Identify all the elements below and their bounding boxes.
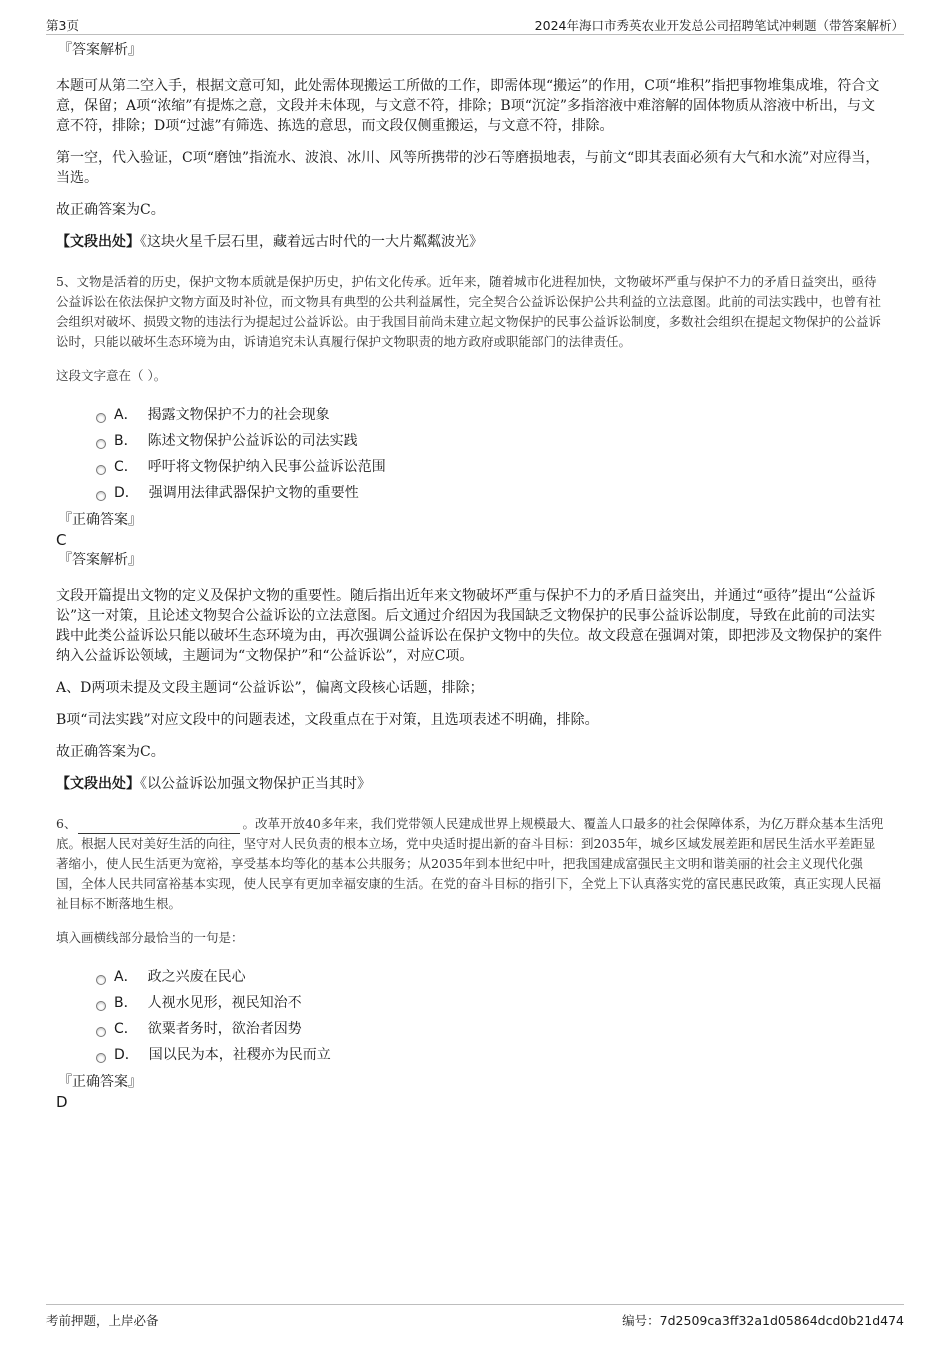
analysis-paragraph: 文段开篇提出文物的定义及保护文物的重要性。随后指出近年来文物破坏严重与保护不力的矛盾日益突出，并通过“亟待”提出“公益诉讼”这一对策，且论述文物契合公益诉讼的立法意图。后文通过介绍因为我国缺乏文物保护的民事公益诉讼制度，导致在此前的司法实践中此类公益诉讼只能以破坏生态环境为由，再次强调公益诉讼在保护文物中的失位。故文段意在强调对策，即把涉及文物保护的案件纳入公益诉讼领域，主题词为“文物保护”和“公益诉讼”，对应C项。 <box>56 588 882 664</box>
option-b[interactable]: B． 人视水见形，视民知治不 <box>96 990 886 1016</box>
radio-icon[interactable] <box>96 975 106 985</box>
page-footer <box>46 1304 904 1327</box>
analysis-paragraph: A、D两项未提及文段主题词“公益诉讼”，偏离文段核心话题，排除； <box>56 680 484 696</box>
fill-blank <box>78 819 240 834</box>
radio-icon[interactable] <box>96 491 106 501</box>
question-stem: 5、文物是活着的历史，保护文物本质就是保护历史，护佑文化传承。近年来，随着城市化进程加快，文物破坏严重与保护不力的矛盾日益突出，亟待公益诉讼在依法保护文物方面及时补位，而文物具有典型的公共利益属性，完全契合公益诉讼保护公共利益的立法意图。此前的司法实践中，也曾有社会组织对破坏、损毁文物的违法行为提起过公益诉讼。由于我国目前尚未建立起文物保护的民事公益诉讼制度，多数社会组织在提起文物保护的公益诉讼时，只能以破坏生态环境为由，诉请追究未认真履行保护文物职责的地方政府或职能部门的法律责任。 <box>56 274 882 349</box>
analysis-paragraph: B项“司法实践”对应文段中的问题表述，文段重点在于对策，且选项表述不明确，排除。 <box>56 712 599 728</box>
radio-icon[interactable] <box>96 439 106 449</box>
answer-options <box>56 964 886 1068</box>
option-a[interactable]: A． 政之兴废在民心 <box>96 964 886 990</box>
page-content <box>56 40 886 1112</box>
radio-icon[interactable] <box>96 1027 106 1037</box>
analysis-paragraph: 第一空，代入验证，C项“磨蚀”指流水、波浪、冰川、风等所携带的沙石等磨损地表，与前文“即其表面必须有大气和水流”对应得当，当选。 <box>56 150 880 186</box>
radio-icon[interactable] <box>96 1053 106 1063</box>
option-d[interactable]: D． 国以民为本，社稷亦为民而立 <box>96 1042 886 1068</box>
option-a[interactable]: A． 揭露文物保护不力的社会现象 <box>96 402 886 428</box>
source-label: 【文段出处】 <box>56 776 140 792</box>
source-label: 【文段出处】 <box>56 234 140 250</box>
document-code: 编号：7d2509ca3ff32a1d05864dcd0b21d474 <box>622 1313 904 1328</box>
analysis-conclusion: 故正确答案为C。 <box>56 202 165 218</box>
correct-answer-label: 『正确答案』 <box>58 512 142 528</box>
answer-options <box>56 402 886 506</box>
footer-slogan: 考前押题，上岸必备 <box>46 1313 159 1328</box>
question-prompt: 填入画横线部分最恰当的一句是： <box>56 930 244 945</box>
correct-answer: C <box>56 531 67 549</box>
option-b[interactable]: B． 陈述文物保护公益诉讼的司法实践 <box>96 428 886 454</box>
radio-icon[interactable] <box>96 465 106 475</box>
page-header <box>46 14 904 35</box>
radio-icon[interactable] <box>96 1001 106 1011</box>
question-number: 6、 <box>56 816 77 831</box>
option-c[interactable]: C． 呼吁将文物保护纳入民事公益诉讼范围 <box>96 454 886 480</box>
option-d[interactable]: D． 强调用法律武器保护文物的重要性 <box>96 480 886 506</box>
analysis-conclusion: 故正确答案为C。 <box>56 744 165 760</box>
option-c[interactable]: C． 欲粟者务时，欲治者因势 <box>96 1016 886 1042</box>
analysis-label: 『答案解析』 <box>58 42 142 58</box>
correct-answer-label: 『正确答案』 <box>58 1074 142 1090</box>
source-citation <box>56 774 886 794</box>
analysis-paragraph: 本题可从第二空入手，根据文意可知，此处需体现搬运工所做的工作，即需体现“搬运”的作用，C项“堆积”指把事物堆集成堆，符合文意，保留；A项“浓缩”有提炼之意，文段并未体现，与文意不符，排除；B项“沉淀”多指溶液中难溶解的固体物质从溶液中析出，与文意不符，排除；D项“过滤”有筛选、拣选的意思，而文段仅侧重搬运，与文意不符，排除。 <box>56 78 880 134</box>
source-citation <box>56 232 886 252</box>
correct-answer: D <box>56 1093 68 1111</box>
radio-icon[interactable] <box>96 413 106 423</box>
source-title: 《以公益诉讼加强文物保护正当其时》 <box>140 776 371 792</box>
source-title: 《这块火星千层石里，藏着远古时代的一大片粼粼波光》 <box>140 234 483 250</box>
document-title: 2024年海口市秀英农业开发总公司招聘笔试冲刺题（带答案解析） <box>534 18 904 33</box>
question-prompt: 这段文字意在（ ）。 <box>56 368 167 383</box>
question-stem: 6、 。改革开放40多年来，我们党带领人民建成世界上规模最大、覆盖人口最多的社会保障体系，为亿万群众基本生活兜底。根据人民对美好生活的向往，坚守对人民负责的根本立场，党中央适时提出新的奋斗目标：到2035年，城乡区域发展差距和居民生活水平差距显著缩小，使人民生活更为宽裕，享受基本均等化的基本公共服务；从2035年到本世纪中叶，把我国建成富强民主文明和谐美丽的社会主义现代化强国，全体人民共同富裕基本实现，使人民享有更加幸福安康的生活。在党的奋斗目标的指引下，全党上下认真落实党的富民惠民政策，真正实现人民福祉目标不断落地生根。 <box>56 816 884 911</box>
page-number: 第3页 <box>46 18 79 33</box>
analysis-label: 『答案解析』 <box>58 552 142 568</box>
